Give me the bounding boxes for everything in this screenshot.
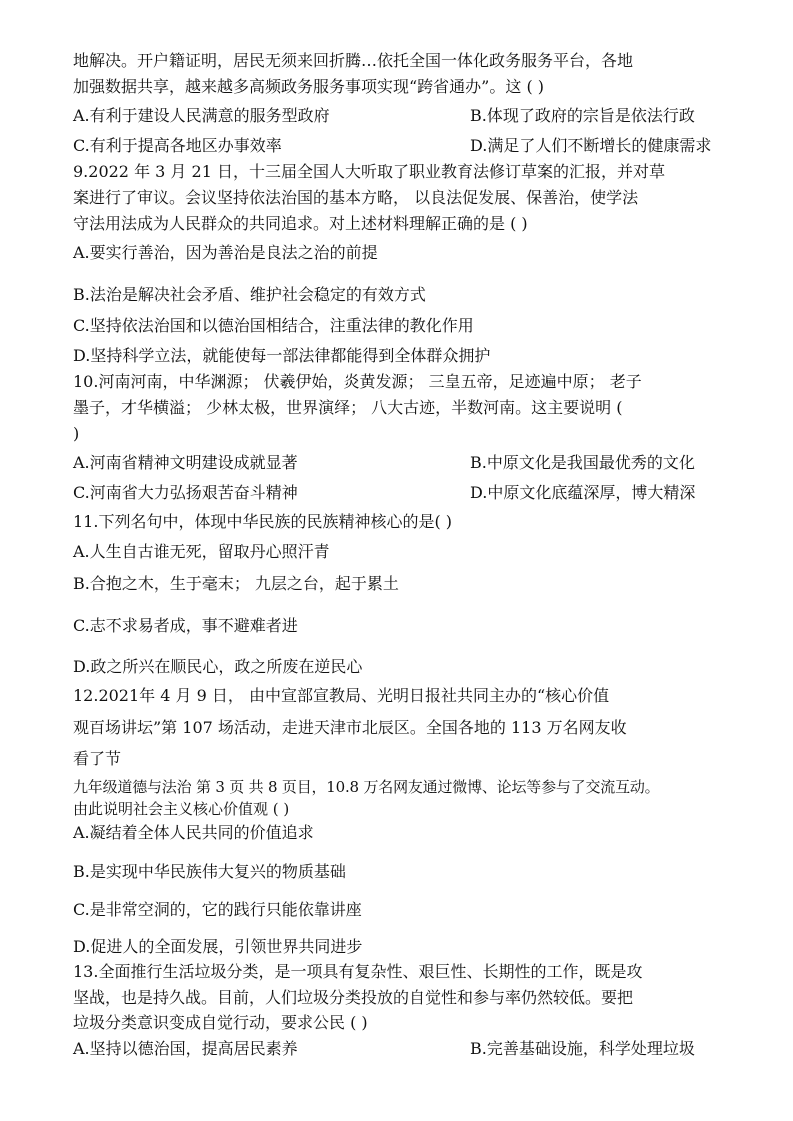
q10-option-a[interactable]: A.河南省精神文明建设成就显著 (73, 453, 298, 472)
intro-option-d[interactable]: D.满足了人们不断增长的健康需求 (470, 136, 712, 155)
intro-line-2: 加强数据共享，越来越多高频政务服务事项实现“跨省通办”。这 ( ) (73, 77, 545, 96)
q12-option-d[interactable]: D.促进人的全面发展，引领世界共同进步 (73, 937, 363, 956)
q12-line-1: 12.2021年 4 月 9 日， 由中宣部宣教局、光明日报社共同主办的“核心价值 (73, 686, 610, 705)
q12-option-c[interactable]: C.是非常空洞的，它的践行只能依靠讲座 (73, 900, 362, 919)
q9-option-c[interactable]: C.坚持依法治国和以德治国相结合，注重法律的教化作用 (73, 316, 474, 335)
intro-option-b[interactable]: B.体现了政府的宗旨是依法行政 (470, 106, 695, 125)
q9-line-3: 守法用法成为人民群众的共同追求。对上述材料理解正确的是 ( ) (73, 214, 528, 233)
q9-option-a[interactable]: A.要实行善治，因为善治是良法之治的前提 (73, 243, 378, 262)
q12-line-3: 看了节 (73, 749, 122, 768)
q12-option-b[interactable]: B.是实现中华民族伟大复兴的物质基础 (73, 862, 346, 881)
q12-line-4: 由此说明社会主义核心价值观 ( ) (73, 800, 290, 818)
intro-option-c[interactable]: C.有利于提高各地区办事效率 (73, 136, 282, 155)
q10-line-2: 墨子，才华横溢； 少林太极，世界演绎； 八大古迹，半数河南。这主要说明 ( (73, 398, 623, 417)
q13-line-1: 13.全面推行生活垃圾分类，是一项具有复杂性、艰巨性、长期性的工作，既是攻 (73, 962, 643, 981)
intro-line-1: 地解决。开户籍证明，居民无须来回折腾…依托全国一体化政务服务平台，各地 (73, 51, 634, 70)
q10-option-b[interactable]: B.中原文化是我国最优秀的文化 (470, 453, 695, 472)
q10-options-ab (73, 453, 695, 473)
q10-line-1: 10.河南河南，中华渊源； 伏羲伊始，炎黄发源； 三皇五帝，足迹遍中原； 老子 (73, 372, 642, 391)
page-footer-line: 九年级道德与法治 第 3 页 共 8 页目，10.8 万名网友通过微博、论坛等参与了交流互动。 (73, 778, 660, 796)
q10-option-d[interactable]: D.中原文化底蕴深厚，博大精深 (470, 483, 696, 502)
q13-option-a[interactable]: A.坚持以德治国，提高居民素养 (73, 1039, 298, 1058)
intro-options-ab (73, 106, 695, 126)
q13-line-3: 垃圾分类意识变成自觉行动，要求公民 ( ) (73, 1013, 368, 1032)
q11-option-c[interactable]: C.志不求易者成，事不避难者进 (73, 616, 298, 635)
q13-line-2: 坚战，也是持久战。目前，人们垃圾分类投放的自觉性和参与率仍然较低。要把 (73, 988, 634, 1007)
q9-line-1: 9.2022 年 3 月 21 日，十三届全国人大听取了职业教育法修订草案的汇报，并对草 (73, 162, 665, 181)
q13-options-ab (73, 1039, 695, 1059)
q9-option-d[interactable]: D.坚持科学立法，就能使每一部法律都能得到全体群众拥护 (73, 346, 491, 365)
q11-option-a[interactable]: A.人生自古谁无死，留取丹心照汗青 (73, 542, 330, 561)
q11-line-1: 11.下列名句中，体现中华民族的民族精神核心的是( ) (73, 512, 453, 531)
q12-option-a[interactable]: A.凝结着全体人民共同的价值追求 (73, 823, 314, 842)
q9-option-b[interactable]: B.法治是解决社会矛盾、维护社会稳定的有效方式 (73, 285, 426, 304)
intro-options-cd (73, 136, 712, 156)
q13-option-b[interactable]: B.完善基础设施，科学处理垃圾 (470, 1039, 695, 1058)
q10-option-c[interactable]: C.河南省大力弘扬艰苦奋斗精神 (73, 483, 298, 502)
q11-option-b[interactable]: B.合抱之木，生于毫末； 九层之台，起于累土 (73, 574, 399, 593)
q10-line-3: ) (73, 424, 80, 443)
q12-line-2: 观百场讲坛”第 107 场活动，走进天津市北辰区。全国各地的 113 万名网友收 (73, 718, 627, 737)
q10-options-cd (73, 483, 696, 503)
q9-line-2: 案进行了审议。会议坚持依法治国的基本方略， 以良法促发展、保善治，使学法 (73, 188, 639, 207)
q11-option-d[interactable]: D.政之所兴在顺民心，政之所废在逆民心 (73, 657, 363, 676)
intro-option-a[interactable]: A.有利于建设人民满意的服务型政府 (73, 106, 330, 125)
